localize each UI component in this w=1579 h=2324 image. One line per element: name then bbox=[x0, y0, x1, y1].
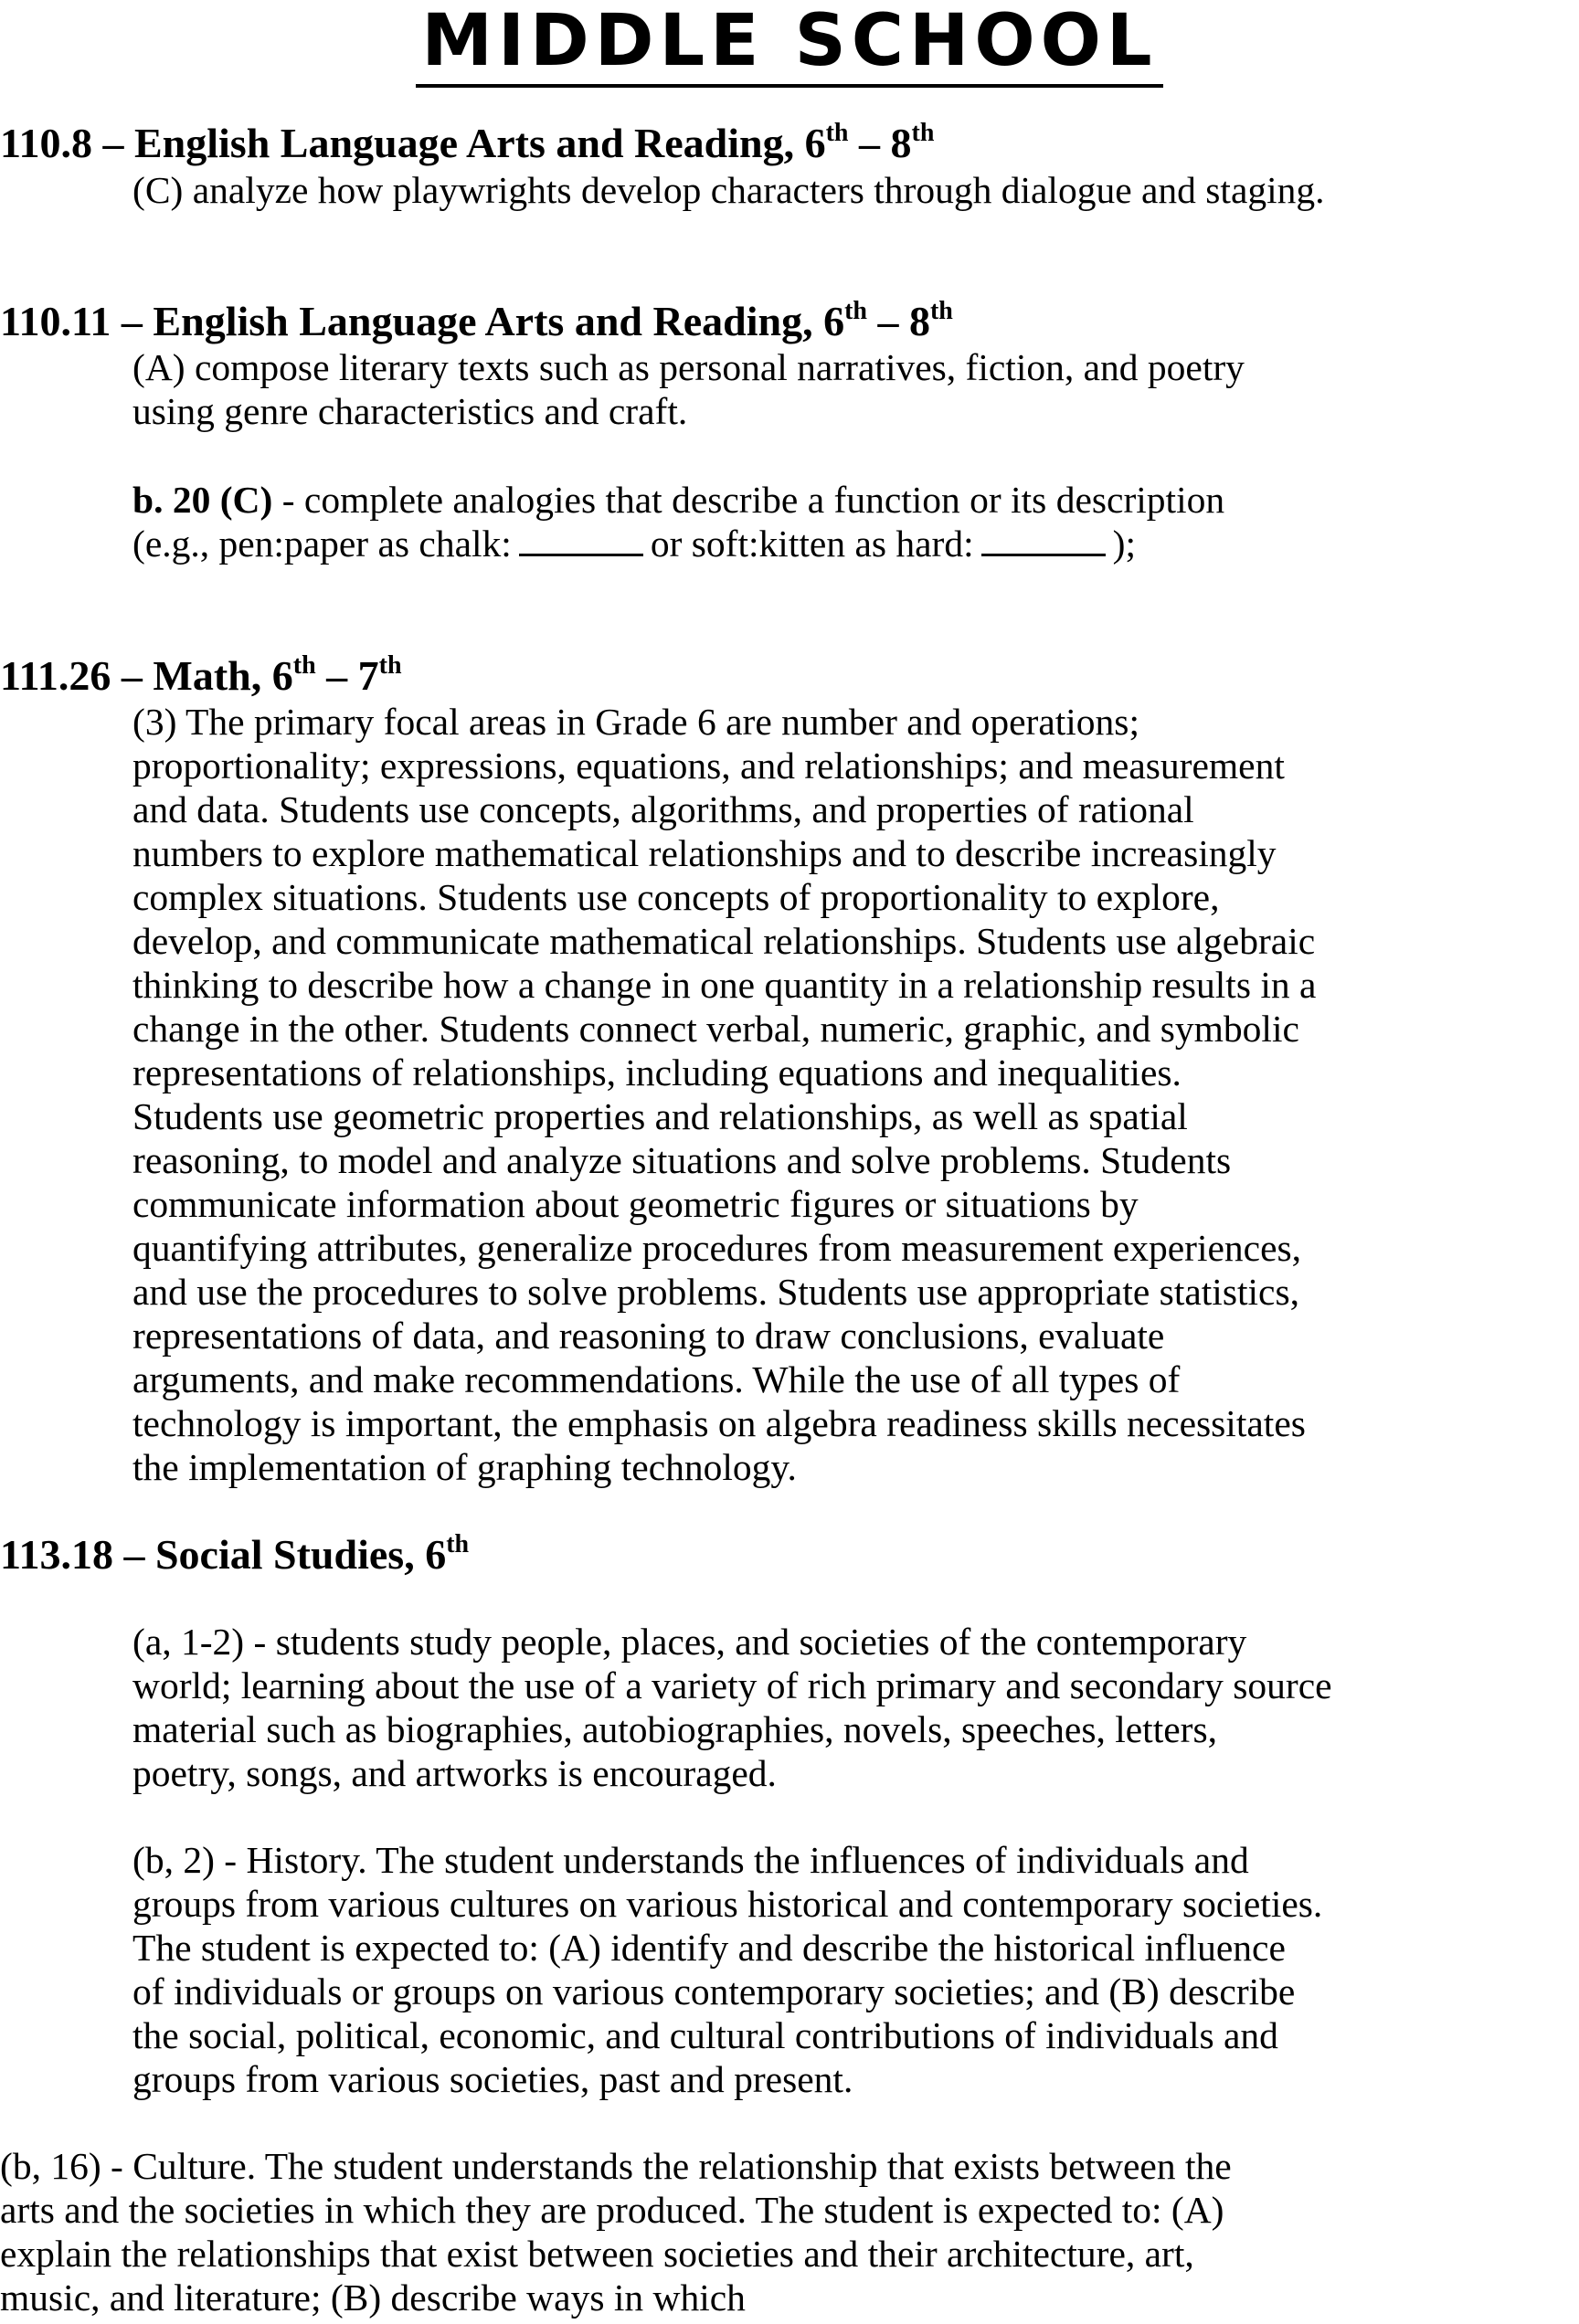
page-title: MIDDLE SCHOOL bbox=[416, 0, 1162, 88]
standard-110-8-c: (C) analyze how playwrights develop characters through dialogue and staging. bbox=[132, 169, 1325, 211]
paragraph-line: poetry, songs, and artworks is encouraged. bbox=[132, 1752, 777, 1794]
analogy-blank-1 bbox=[519, 526, 643, 556]
analogy-part-1: (e.g., pen:paper as chalk: bbox=[132, 523, 512, 565]
paragraph-line: world; learning about the use of a variety of rich primary and secondary source bbox=[132, 1664, 1332, 1706]
paragraph-line: groups from various cultures on various historical and contemporary societies. bbox=[132, 1883, 1323, 1925]
paragraph-line: quantifying attributes, generalize procedures from measurement experiences, bbox=[132, 1227, 1302, 1269]
superscript: th bbox=[825, 119, 849, 147]
social-studies-paragraph-a bbox=[132, 1620, 1579, 1795]
paragraph-line: (b, 16) - Culture. The student understands the relationship that exists between the bbox=[0, 2145, 1232, 2187]
paragraph-line: groups from various societies, past and present. bbox=[132, 2058, 853, 2100]
standard-b20-c-text: - complete analogies that describe a function or its description bbox=[272, 479, 1225, 521]
paragraph-line: representations of relationships, including equations and inequalities. bbox=[132, 1051, 1182, 1093]
heading-text: 110.11 – English Language Arts and Reading, 6 bbox=[0, 298, 845, 344]
paragraph-line: the implementation of graphing technology. bbox=[132, 1446, 797, 1488]
section-heading-110-8 bbox=[0, 119, 934, 168]
paragraph-line: technology is important, the emphasis on algebra readiness skills necessitates bbox=[132, 1402, 1306, 1444]
standard-b20-c-line2 bbox=[132, 522, 1579, 565]
paragraph-line: numbers to explore mathematical relationships and to describe increasingly bbox=[132, 832, 1277, 874]
analogy-part-2: or soft:kitten as hard: bbox=[650, 523, 974, 565]
paragraph-line: The student is expected to: (A) identify and describe the historical influence bbox=[132, 1927, 1286, 1969]
paragraph-line: proportionality; expressions, equations, and relationships; and measurement bbox=[132, 745, 1285, 787]
paragraph-line: and use the procedures to solve problems. Students use appropriate statistics, bbox=[132, 1271, 1299, 1313]
heading-text: – 7 bbox=[315, 652, 379, 699]
paragraph-line: develop, and communicate mathematical relationships. Students use algebraic bbox=[132, 920, 1316, 962]
section-heading-111-26 bbox=[0, 651, 402, 701]
paragraph-line: arguments, and make recommendations. While the use of all types of bbox=[132, 1358, 1181, 1400]
paragraph-line: the social, political, economic, and cultural contributions of individuals and bbox=[132, 2014, 1278, 2056]
section-heading-110-11 bbox=[0, 297, 953, 346]
paragraph-line: music, and literature; (B) describe ways in which bbox=[0, 2276, 746, 2319]
heading-text: 113.18 – Social Studies, 6 bbox=[0, 1531, 447, 1578]
superscript: th bbox=[446, 1530, 470, 1558]
heading-text: 111.26 – Math, 6 bbox=[0, 652, 293, 699]
analogy-part-3: ); bbox=[1112, 523, 1137, 565]
math-paragraph bbox=[132, 700, 1579, 1489]
paragraph-line: representations of data, and reasoning to draw conclusions, evaluate bbox=[132, 1315, 1165, 1357]
superscript: th bbox=[911, 119, 935, 147]
paragraph-line: explain the relationships that exist between societies and their architecture, art, bbox=[0, 2233, 1194, 2275]
social-studies-paragraph-b16 bbox=[0, 2144, 1572, 2319]
paragraph-line: change in the other. Students connect verbal, numeric, graphic, and symbolic bbox=[132, 1008, 1299, 1050]
superscript: th bbox=[378, 651, 402, 680]
superscript: th bbox=[844, 297, 867, 325]
standard-b20-c-line1 bbox=[132, 478, 1579, 522]
heading-text: – 8 bbox=[866, 298, 930, 344]
paragraph-line: thinking to describe how a change in one quantity in a relationship results in a bbox=[132, 964, 1317, 1006]
paragraph-line: communicate information about geometric figures or situations by bbox=[132, 1183, 1139, 1225]
paragraph-line: complex situations. Students use concepts of proportionality to explore, bbox=[132, 876, 1220, 918]
heading-text: – 8 bbox=[848, 120, 912, 166]
standard-110-11-a-line1: (A) compose literary texts such as personal narratives, fiction, and poetry bbox=[132, 346, 1245, 388]
paragraph-line: (b, 2) - History. The student understands the influences of individuals and bbox=[132, 1839, 1249, 1881]
paragraph-line: reasoning, to model and analyze situations and solve problems. Students bbox=[132, 1139, 1232, 1181]
heading-text: 110.8 – English Language Arts and Reading, 6 bbox=[0, 120, 826, 166]
paragraph-line: of individuals or groups on various contemporary societies; and (B) describe bbox=[132, 1970, 1296, 2012]
paragraph-line: arts and the societies in which they are produced. The student is expected to: (A) bbox=[0, 2189, 1224, 2231]
title-container bbox=[0, 0, 1579, 88]
standard-110-11-a-line2: using genre characteristics and craft. bbox=[132, 390, 688, 432]
analogy-blank-2 bbox=[981, 526, 1106, 556]
section-heading-113-18 bbox=[0, 1530, 469, 1579]
paragraph-line: material such as biographies, autobiographies, novels, speeches, letters, bbox=[132, 1708, 1218, 1750]
standard-b20-c-code: b. 20 (C) bbox=[132, 479, 273, 521]
superscript: th bbox=[292, 651, 316, 680]
superscript: th bbox=[929, 297, 953, 325]
paragraph-line: (a, 1-2) - students study people, places, and societies of the contemporary bbox=[132, 1621, 1247, 1663]
paragraph-line: Students use geometric properties and relationships, as well as spatial bbox=[132, 1095, 1188, 1137]
paragraph-line: (3) The primary focal areas in Grade 6 are number and operations; bbox=[132, 701, 1139, 743]
social-studies-paragraph-b2 bbox=[132, 1838, 1579, 2101]
paragraph-line: and data. Students use concepts, algorithms, and properties of rational bbox=[132, 788, 1194, 830]
